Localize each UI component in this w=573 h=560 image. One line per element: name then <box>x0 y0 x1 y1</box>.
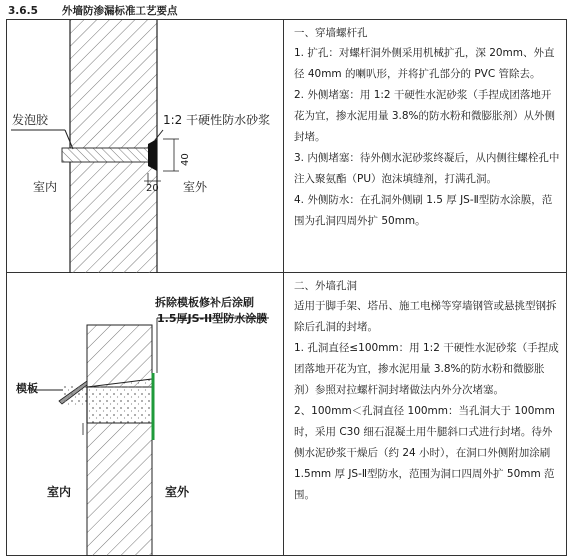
row1-para-4: 4. 外侧防水：在孔洞外侧刷 1.5 厚 JS-Ⅱ型防水涂膜，范围为孔洞四周外扩 50mm。 <box>294 194 553 227</box>
spec-table <box>6 19 567 556</box>
section-title <box>8 3 178 19</box>
outside-label: 室外 <box>183 180 208 194</box>
wall-hole-figure <box>7 273 284 556</box>
row1-para-3: 3. 内侧堵塞：待外侧水泥砂浆终凝后，从内侧往螺栓孔中注入聚氨酯（PU）泡沫填缝剂，打满孔洞。 <box>294 152 560 185</box>
table-row <box>7 20 567 273</box>
foam-label: 发泡胶 <box>12 113 49 127</box>
section-heading: 外墙防渗漏标准工艺要点 <box>62 5 178 17</box>
dim-20-label: 20 <box>146 183 159 194</box>
wall-section <box>70 20 157 273</box>
mortar-plug <box>148 139 157 171</box>
upper-wall <box>87 325 152 387</box>
row1-heading: 一、穿墙螺杆孔 <box>294 27 368 39</box>
row2-heading: 二、外墙孔洞 <box>294 280 357 292</box>
bolt-hole-diagram <box>7 20 283 273</box>
inside-label: 室内 <box>33 180 58 194</box>
concrete-patch <box>87 379 152 423</box>
bolt-hole-figure <box>7 20 284 273</box>
inside-label: 室内 <box>47 485 72 499</box>
formwork-label: 模板 <box>16 382 38 395</box>
mortar-label: 1:2 干硬性防水砂浆 <box>163 113 271 127</box>
patch-label-2: 1.5厚JS-II型防水涂膜 <box>157 312 268 325</box>
table-row <box>7 273 567 556</box>
row2-para-3: 2、100mm＜孔洞直径 100mm：当孔洞大于 100mm 时，采用 C30 细石混凝土用牛腿斜口式进行封堵。待外侧水泥砂浆干燥后（约 24 小时），在洞口外侧附加涂刷 1.5mm 厚 JS-Ⅱ型防水，范围为洞口四周外扩 50mm 范围。 <box>294 405 555 501</box>
foam-fill <box>62 148 155 162</box>
outside-label: 室外 <box>165 485 190 499</box>
dim-40-label: 40 <box>180 153 191 166</box>
row1-para-1: 1. 扩孔：对螺杆洞外侧采用机械扩孔，深 20mm、外直径 40mm 的喇叭形，并将扩孔部分的 PVC 管除去。 <box>294 47 555 80</box>
section-number: 3.6.5 <box>8 5 38 17</box>
patch-label-1: 拆除模板修补后涂刷 <box>155 296 254 309</box>
wall-hole-text <box>284 273 567 556</box>
row2-para-1: 适用于脚手架、塔吊、施工电梯等穿墙钢管或悬挑型钢拆除后孔洞的封堵。 <box>294 300 557 333</box>
row1-para-2: 2. 外侧堵塞：用 1:2 干硬性水泥砂浆（手捏成团落地开花为宜，掺水泥用量 3.8%的防水粉和微膨胀剂）从外侧封堵。 <box>294 89 556 143</box>
lower-wall <box>87 423 152 556</box>
bolt-hole-text <box>284 20 567 273</box>
row2-para-2: 1. 孔洞直径≤100mm：用 1:2 干硬性水泥砂浆（手捏成团落地开花为宜，掺水泥用量 3.8%的防水粉和微膨胀剂）参照对拉螺杆洞封堵做法内外分次堵塞。 <box>294 342 559 396</box>
